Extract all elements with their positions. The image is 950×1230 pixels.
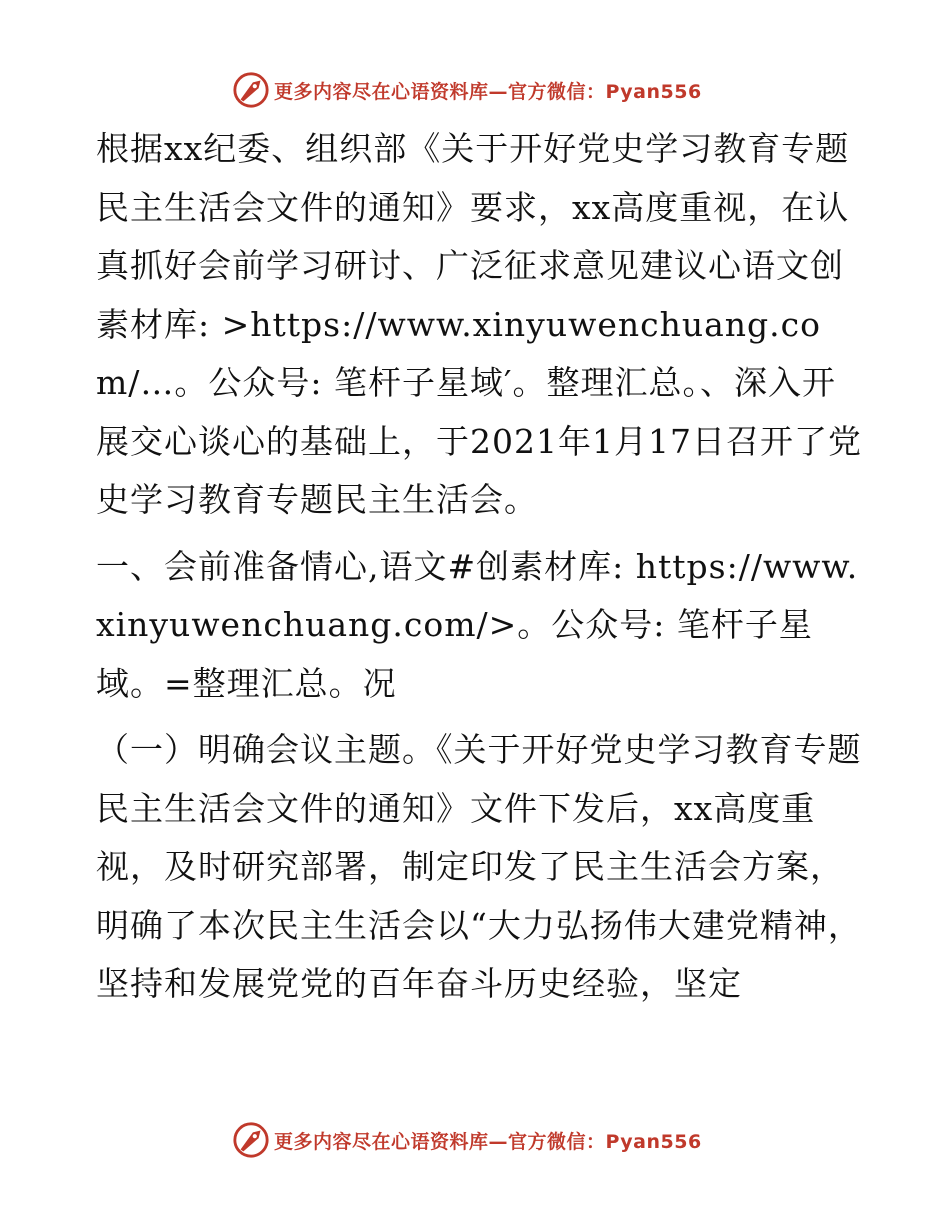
paragraph-meeting-theme: （一）明确会议主题。《关于开好党史学习教育专题民主生活会文件的通知》文件下发后，xx高度重视，及时研究部署，制定印发了民主生活会方案，明确了本次民主生活会以“大力弘扬伟大建党精神，坚持和发展党党的百年奋斗历史经验，坚定	[96, 730, 862, 1003]
footer-watermark	[232, 1120, 702, 1160]
pen-nib-icon	[232, 71, 270, 109]
header-watermark	[232, 70, 702, 110]
paragraph-section-heading: 一、会前准备情心,语文#创素材库: https://www.xinyuwenchuang.com/>。公众号: 笔杆子星域。=整理汇总。况	[96, 546, 859, 703]
pen-nib-icon	[232, 1121, 270, 1159]
document-body	[96, 120, 866, 1022]
watermark-contact-text: —官方微信：Pyan556	[488, 1130, 702, 1153]
paragraph-intro: 根据xx纪委、组织部《关于开好党史学习教育专题民主生活会文件的通知》要求，xx高度重视，在认真抓好会前学习研讨、广泛征求意见建议心语文创素材库: >https://www.xinyuwenchuang.com/…。公众号: 笔杆子星域′。整理汇总。、深入开展交心谈心的基础上，于2021年1月17日召开了党史学习教育专题民主生活会。	[96, 129, 862, 519]
watermark-site-text: 更多内容尽在心语资料库	[274, 80, 489, 103]
watermark-site-text: 更多内容尽在心语资料库	[274, 1130, 489, 1153]
watermark-contact-text: —官方微信：Pyan556	[488, 80, 702, 103]
